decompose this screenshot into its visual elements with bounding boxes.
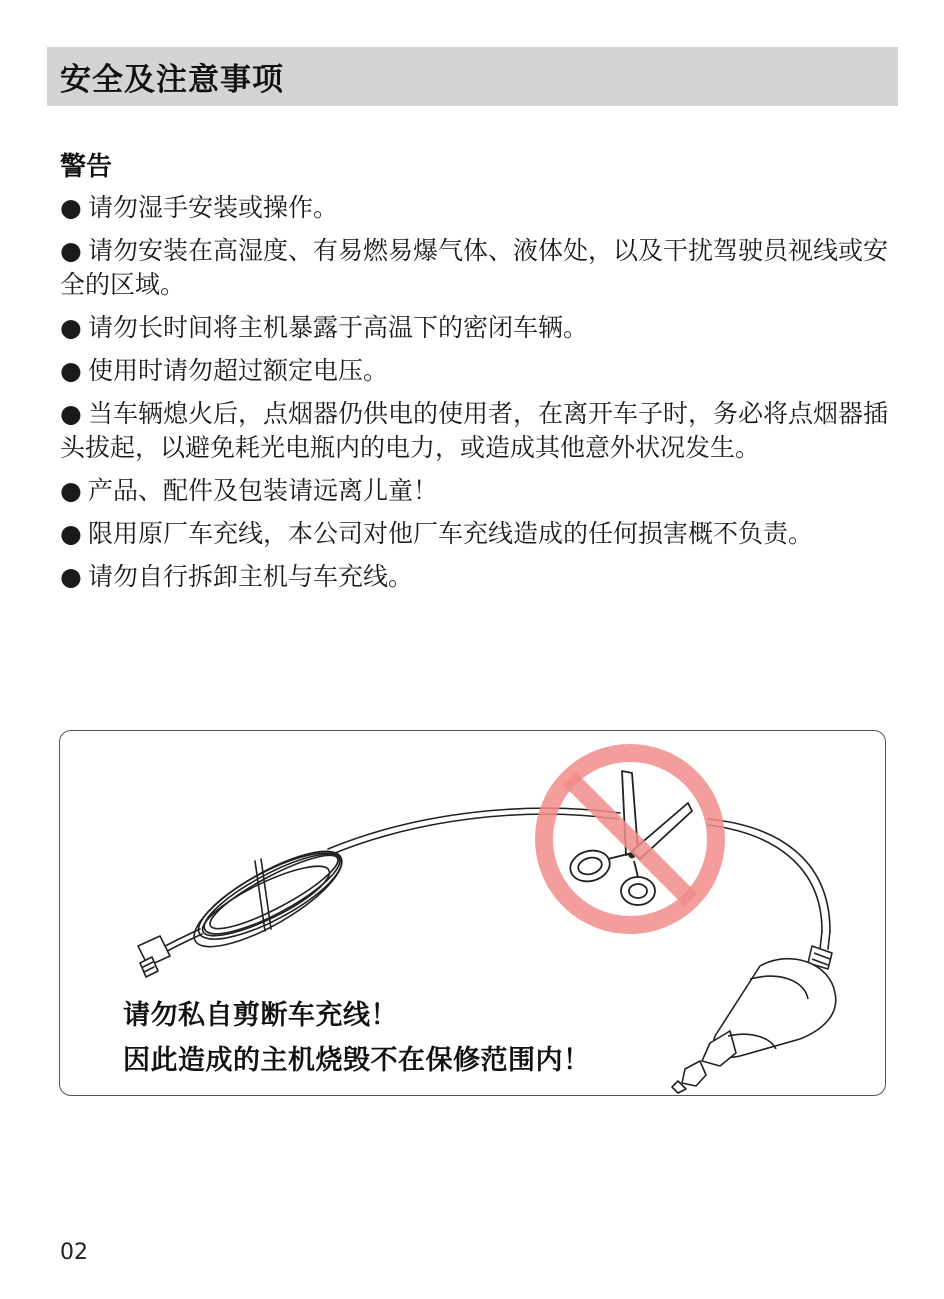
bullet-icon: ● xyxy=(60,476,82,505)
section-title: 安全及注意事项 xyxy=(60,62,284,98)
car-charger-cable-icon xyxy=(138,808,830,977)
cigarette-lighter-plug-icon xyxy=(672,946,836,1093)
warning-item xyxy=(60,311,890,345)
warning-item-text: 请勿自行拆卸主机与车充线。 xyxy=(88,562,414,591)
warning-item-text: 请勿安装在高湿度、有易燃易爆气体、液体处，以及干扰驾驶员视线或安全的区域。 xyxy=(60,236,889,299)
warning-item-text: 当车辆熄火后，点烟器仍供电的使用者，在离开车子时，务必将点烟器插头拔起，以避免耗光电瓶内的电力，或造成其他意外状况发生。 xyxy=(60,399,889,462)
warning-item xyxy=(60,560,890,594)
bullet-icon: ● xyxy=(60,193,82,222)
warning-item-text: 使用时请勿超过额定电压。 xyxy=(88,356,389,385)
warning-item-text: 请勿长时间将主机暴露于高温下的密闭车辆。 xyxy=(88,313,589,342)
bullet-icon: ● xyxy=(60,236,82,265)
warning-item xyxy=(60,474,890,508)
bullet-icon: ● xyxy=(60,519,82,548)
bullet-icon: ● xyxy=(60,313,82,342)
warning-item-text: 请勿湿手安装或操作。 xyxy=(88,193,339,222)
warning-item xyxy=(60,234,890,302)
section-header xyxy=(47,47,898,106)
illustration-caption-line-2: 因此造成的主机烧毁不在保修范围内！ xyxy=(123,1045,591,1076)
illustration-box xyxy=(59,730,886,1096)
warning-item xyxy=(60,517,890,551)
bullet-icon: ● xyxy=(60,399,82,428)
bullet-icon: ● xyxy=(60,562,82,591)
warning-heading: 警告 xyxy=(60,152,113,182)
bullet-icon: ● xyxy=(60,356,82,385)
illustration-caption-line-1: 请勿私自剪断车充线！ xyxy=(123,1000,398,1031)
warning-item xyxy=(60,397,890,465)
warning-list xyxy=(60,191,890,603)
warning-item xyxy=(60,191,890,225)
warning-item-text: 产品、配件及包装请远离儿童！ xyxy=(88,476,439,505)
page-number: 02 xyxy=(60,1240,88,1265)
warning-item-text: 限用原厂车充线，本公司对他厂车充线造成的任何损害概不负责。 xyxy=(88,519,814,548)
warning-item xyxy=(60,354,890,388)
